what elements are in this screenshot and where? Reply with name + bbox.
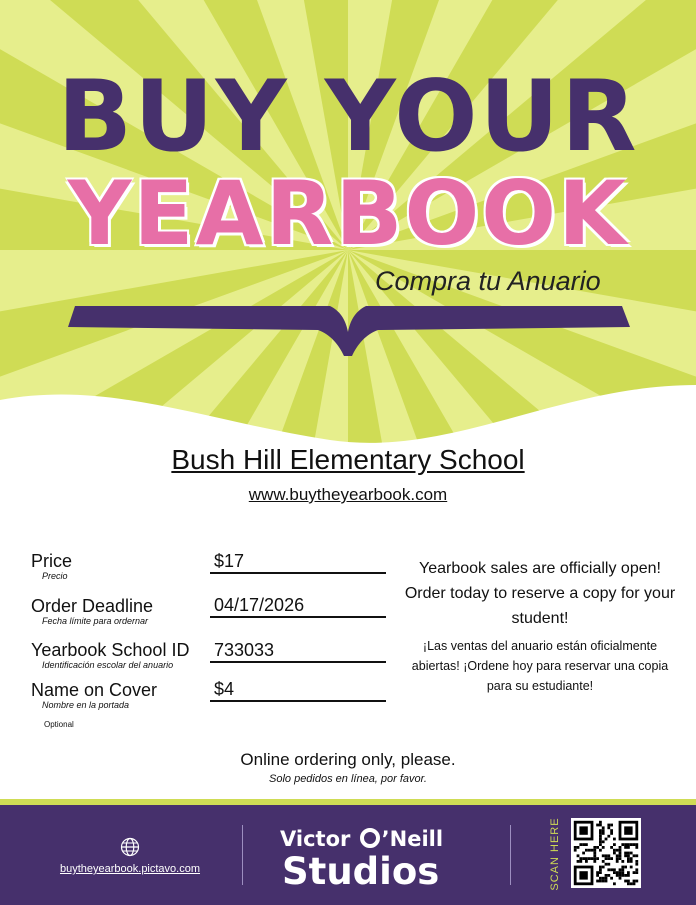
- footer-link[interactable]: buytheyearbook.pictavo.com: [59, 863, 201, 875]
- footer-divider: [510, 825, 511, 885]
- online-ordering-note-spanish: Solo pedidos en línea, por favor.: [269, 773, 427, 785]
- footer-divider: [242, 825, 243, 885]
- school-name: Bush Hill Elementary School: [171, 444, 525, 475]
- headline-yearbook: YEARBOOK: [67, 162, 629, 265]
- field-value-school-id: 733033: [210, 639, 386, 663]
- website-link[interactable]: www.buytheyearbook.com: [248, 485, 448, 504]
- promo-english: Yearbook sales are officially open! Order today to reserve a copy for your student!: [404, 560, 676, 627]
- field-label: Yearbook School ID: [31, 640, 190, 660]
- online-ordering-note: Online ordering only, please.: [240, 750, 456, 769]
- footer-bar: [0, 805, 696, 905]
- brand-logo-line2: Studios: [282, 850, 440, 893]
- field-price: [31, 551, 72, 582]
- promo-text: [398, 556, 682, 696]
- field-value-name-on-cover: $4: [210, 678, 386, 702]
- field-label: Order Deadline: [31, 596, 154, 616]
- scan-here-label: SCAN HERE: [549, 817, 561, 891]
- field-order-deadline: [31, 596, 153, 627]
- globe-icon: [120, 837, 140, 857]
- qr-code-icon[interactable]: [571, 818, 641, 888]
- headline-buy-your: BUY YOUR: [57, 60, 639, 174]
- field-sublabel: Fecha límite para ordernar: [42, 616, 149, 626]
- field-value-deadline: 04/17/2026: [210, 594, 386, 618]
- field-label: Name on Cover: [31, 680, 158, 700]
- brand-logo-line1: Victor ’Neill: [280, 827, 444, 851]
- field-label: Price: [31, 551, 73, 571]
- promo-spanish: ¡Las ventas del anuario están oficialmente abiertas! ¡Ordene hoy para reservar una copia para su estudiante!: [411, 639, 669, 693]
- field-value-price: $17: [210, 550, 386, 574]
- field-sublabel: Precio: [42, 571, 68, 581]
- field-sublabel: Nombre en la portada: [42, 700, 130, 710]
- brand-o-ring-icon: [360, 828, 380, 848]
- field-school-id: [31, 640, 189, 671]
- field-sublabel: Identificación escolar del anuario: [42, 660, 174, 670]
- optional-note: Optional: [44, 720, 74, 729]
- field-name-on-cover: [31, 680, 157, 711]
- headline-spanish: Compra tu Anuario: [375, 266, 601, 296]
